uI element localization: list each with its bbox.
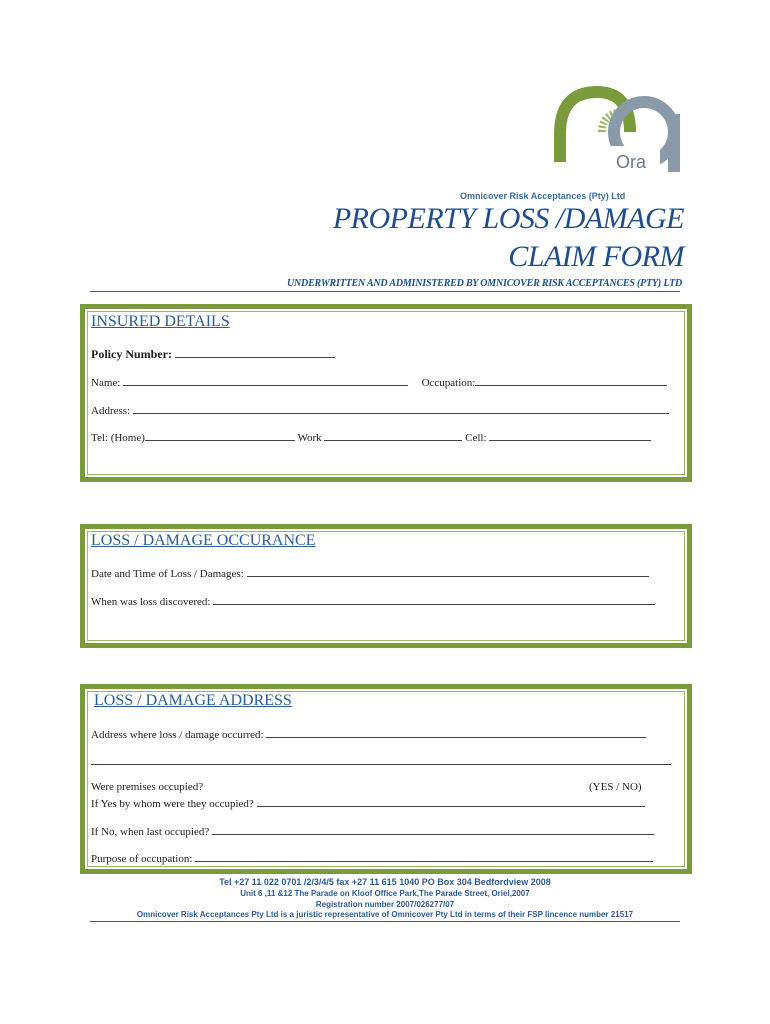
purpose-field[interactable] <box>195 852 653 862</box>
tel-home-field[interactable] <box>145 431 295 441</box>
footer-contact: Tel +27 11 022 0701 /2/3/4/5 fax +27 11 615 1040 PO Box 304 Bedfordview 2008 <box>219 877 551 887</box>
cell-label: Cell: <box>465 432 487 444</box>
company-name: Omnicover Risk Acceptances (Pty) Ltd <box>460 191 626 201</box>
ora-logo <box>552 84 682 184</box>
purpose-row <box>91 852 653 865</box>
header-divider <box>90 291 680 292</box>
footer-address: Unit 6 ,11 &12 The Parade on Kloof Office Park,The Parade Street, Oriel,2007 <box>240 889 530 898</box>
footer-fsp-notice: Omnicover Risk Acceptances Pty Ltd is a juristic representative of Omnicover Pty Ltd in terms of their FSP lincence number 21517 <box>136 910 634 919</box>
form-subtitle: UNDERWRITTEN AND ADMINISTERED BY OMNICOVER RISK ACCEPTANCES (PTY) LTD <box>287 278 682 289</box>
yes-no-option[interactable]: (YES / NO) <box>589 781 642 793</box>
name-field[interactable] <box>123 376 408 386</box>
title-line-2: CLAIM FORM <box>508 240 684 273</box>
where-field[interactable] <box>266 728 646 738</box>
last-occupied-field[interactable] <box>212 825 654 835</box>
tel-home-label: Tel: (Home) <box>91 432 145 444</box>
date-time-field[interactable] <box>247 567 649 577</box>
cell-field[interactable] <box>489 431 651 441</box>
occupation-field[interactable] <box>475 376 667 386</box>
policy-number-field[interactable] <box>175 348 335 358</box>
policy-number-row <box>91 347 335 362</box>
loss-address-title: LOSS / DAMAGE ADDRESS <box>94 692 292 709</box>
date-time-row <box>91 567 649 580</box>
occupation-label: Occupation: <box>421 377 476 389</box>
address-field[interactable] <box>133 404 669 414</box>
loss-occurance-title: LOSS / DAMAGE OCCURANCE <box>91 532 316 549</box>
by-whom-field[interactable] <box>257 797 645 807</box>
where-row-2 <box>91 755 671 768</box>
insured-details-title: INSURED DETAILS <box>91 313 230 330</box>
name-row <box>91 376 667 389</box>
address-label: Address: <box>91 405 131 417</box>
loss-address-section <box>80 684 692 874</box>
tel-row <box>91 431 651 444</box>
discovered-row <box>91 595 655 608</box>
last-occupied-label: If No, when last occupied? <box>91 826 210 838</box>
footer-registration: Registration number 2007/026277/07 <box>315 900 455 909</box>
by-whom-label: If Yes by whom were they occupied? <box>91 798 254 810</box>
form-title <box>333 200 684 276</box>
address-row <box>91 404 669 417</box>
purpose-label: Purpose of occupation: <box>91 853 193 865</box>
policy-number-label: Policy Number: <box>91 347 172 361</box>
premises-row <box>91 781 203 793</box>
title-line-1: PROPERTY LOSS /DAMAGE <box>332 202 684 235</box>
work-label: Work <box>297 432 322 444</box>
by-whom-row <box>91 797 645 810</box>
where-field-2[interactable] <box>91 755 671 765</box>
work-field[interactable] <box>324 431 462 441</box>
premises-label: Were premises occupied? <box>91 781 204 793</box>
discovered-label: When was loss discovered: <box>91 596 211 608</box>
where-label: Address where loss / damage occurred: <box>91 729 264 741</box>
discovered-field[interactable] <box>213 595 655 605</box>
where-row <box>91 728 646 741</box>
date-time-label: Date and Time of Loss / Damages: <box>91 568 244 580</box>
logo-text: Ora <box>616 152 647 172</box>
name-label: Name: <box>91 377 121 389</box>
last-occupied-row <box>91 825 654 838</box>
footer-divider <box>90 921 680 922</box>
